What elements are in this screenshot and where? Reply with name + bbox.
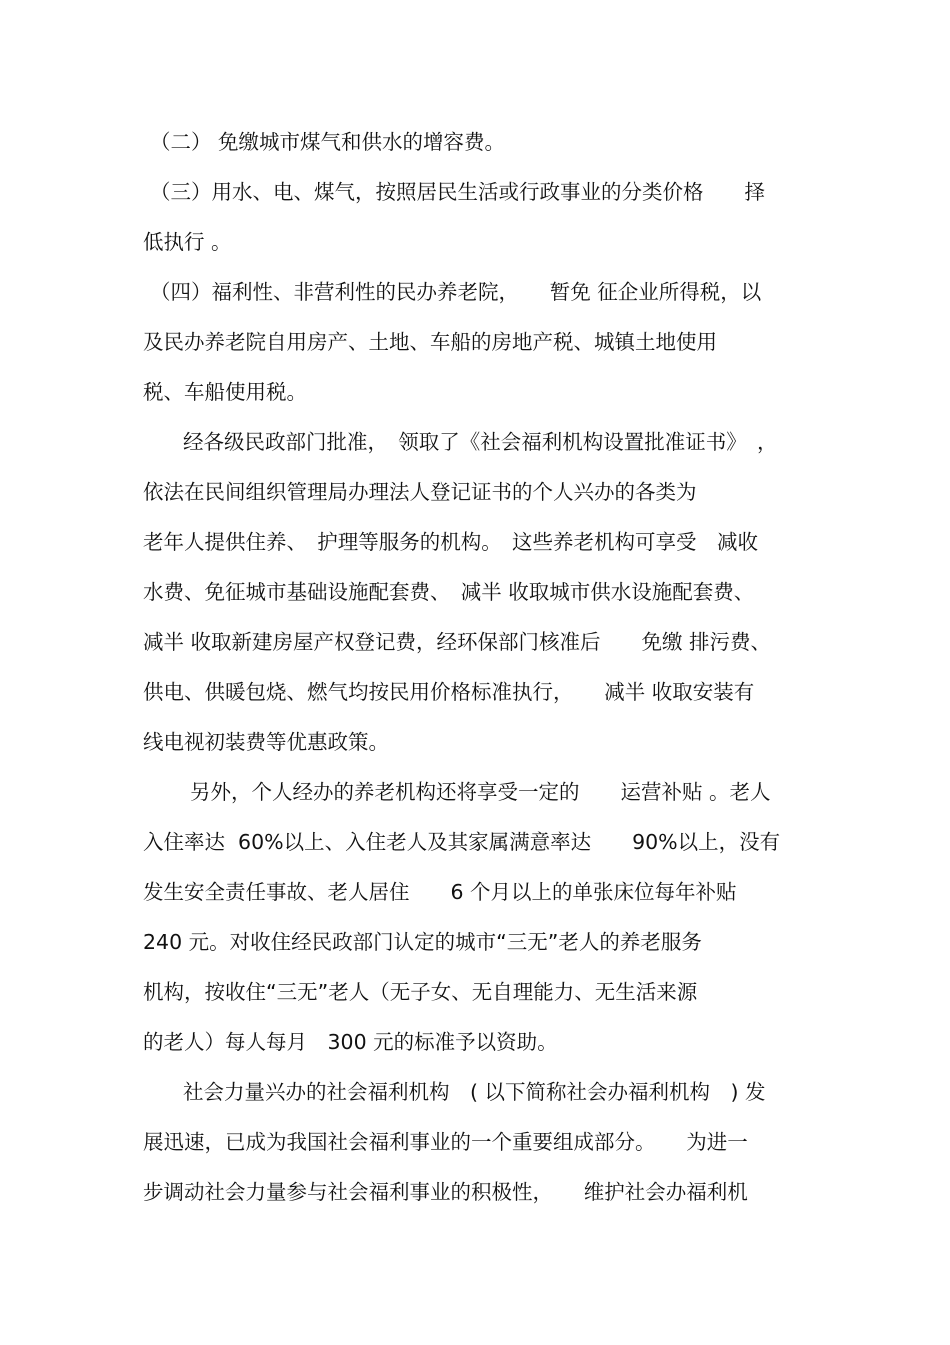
text-line: （二） 免缴城市煤气和供水的增容费。 (150, 130, 506, 154)
text-line: 另外，个人经办的养老机构还将享受一定的 运营补贴 。老人 (190, 780, 771, 804)
text-line: 税、车船使用税。 (143, 380, 307, 404)
text-line: 步调动社会力量参与社会福利事业的积极性， 维护社会办福利机 (143, 1180, 748, 1204)
text-line: 240 元。对收住经民政部门认定的城市“三无”老人的养老服务 (143, 930, 702, 954)
text-line: 供电、供暖包烧、燃气均按民用价格标准执行， 减半 收取安装有 (143, 680, 755, 704)
text-line: 展迅速，已成为我国社会福利事业的一个重要组成部分。 为进一 (143, 1130, 748, 1154)
text-line: 发生安全责任事故、老人居住 6 个月以上的单张床位每年补贴 (143, 880, 737, 904)
text-line: 低执行 。 (143, 230, 232, 254)
text-line: 线电视初装费等优惠政策。 (143, 730, 389, 754)
text-line: 经各级民政部门批准， 领取了《社会福利机构设置批准证书》 ， (183, 430, 778, 454)
text-line: 入住率达 60%以上、入住老人及其家属满意率达 90%以上，没有 (143, 830, 781, 854)
text-line: 老年人提供住养、 护理等服务的机构。 这些养老机构可享受 减收 (143, 530, 758, 554)
text-line: 的老人）每人每月 300 元的标准予以资助。 (143, 1030, 558, 1054)
text-line: （四）福利性、非营利性的民办养老院， 暂免 征企业所得税，以 (150, 280, 762, 304)
text-line: 及民办养老院自用房产、土地、车船的房地产税、城镇土地使用 (143, 330, 717, 354)
text-line: 水费、免征城市基础设施配套费、 减半 收取城市供水设施配套费、 (143, 580, 755, 604)
text-line: 机构，按收住“三无”老人（无子女、无自理能力、无生活来源 (143, 980, 698, 1004)
text-line: 社会力量兴办的社会福利机构 ( 以下简称社会办福利机构 ) 发 (183, 1080, 766, 1104)
text-line: 减半 收取新建房屋产权登记费，经环保部门核准后 免缴 排污费、 (143, 630, 772, 654)
text-line: （三）用水、电、煤气，按照居民生活或行政事业的分类价格 择 (150, 180, 765, 204)
text-line: 依法在民间组织管理局办理法人登记证书的个人兴办的各类为 (143, 480, 697, 504)
